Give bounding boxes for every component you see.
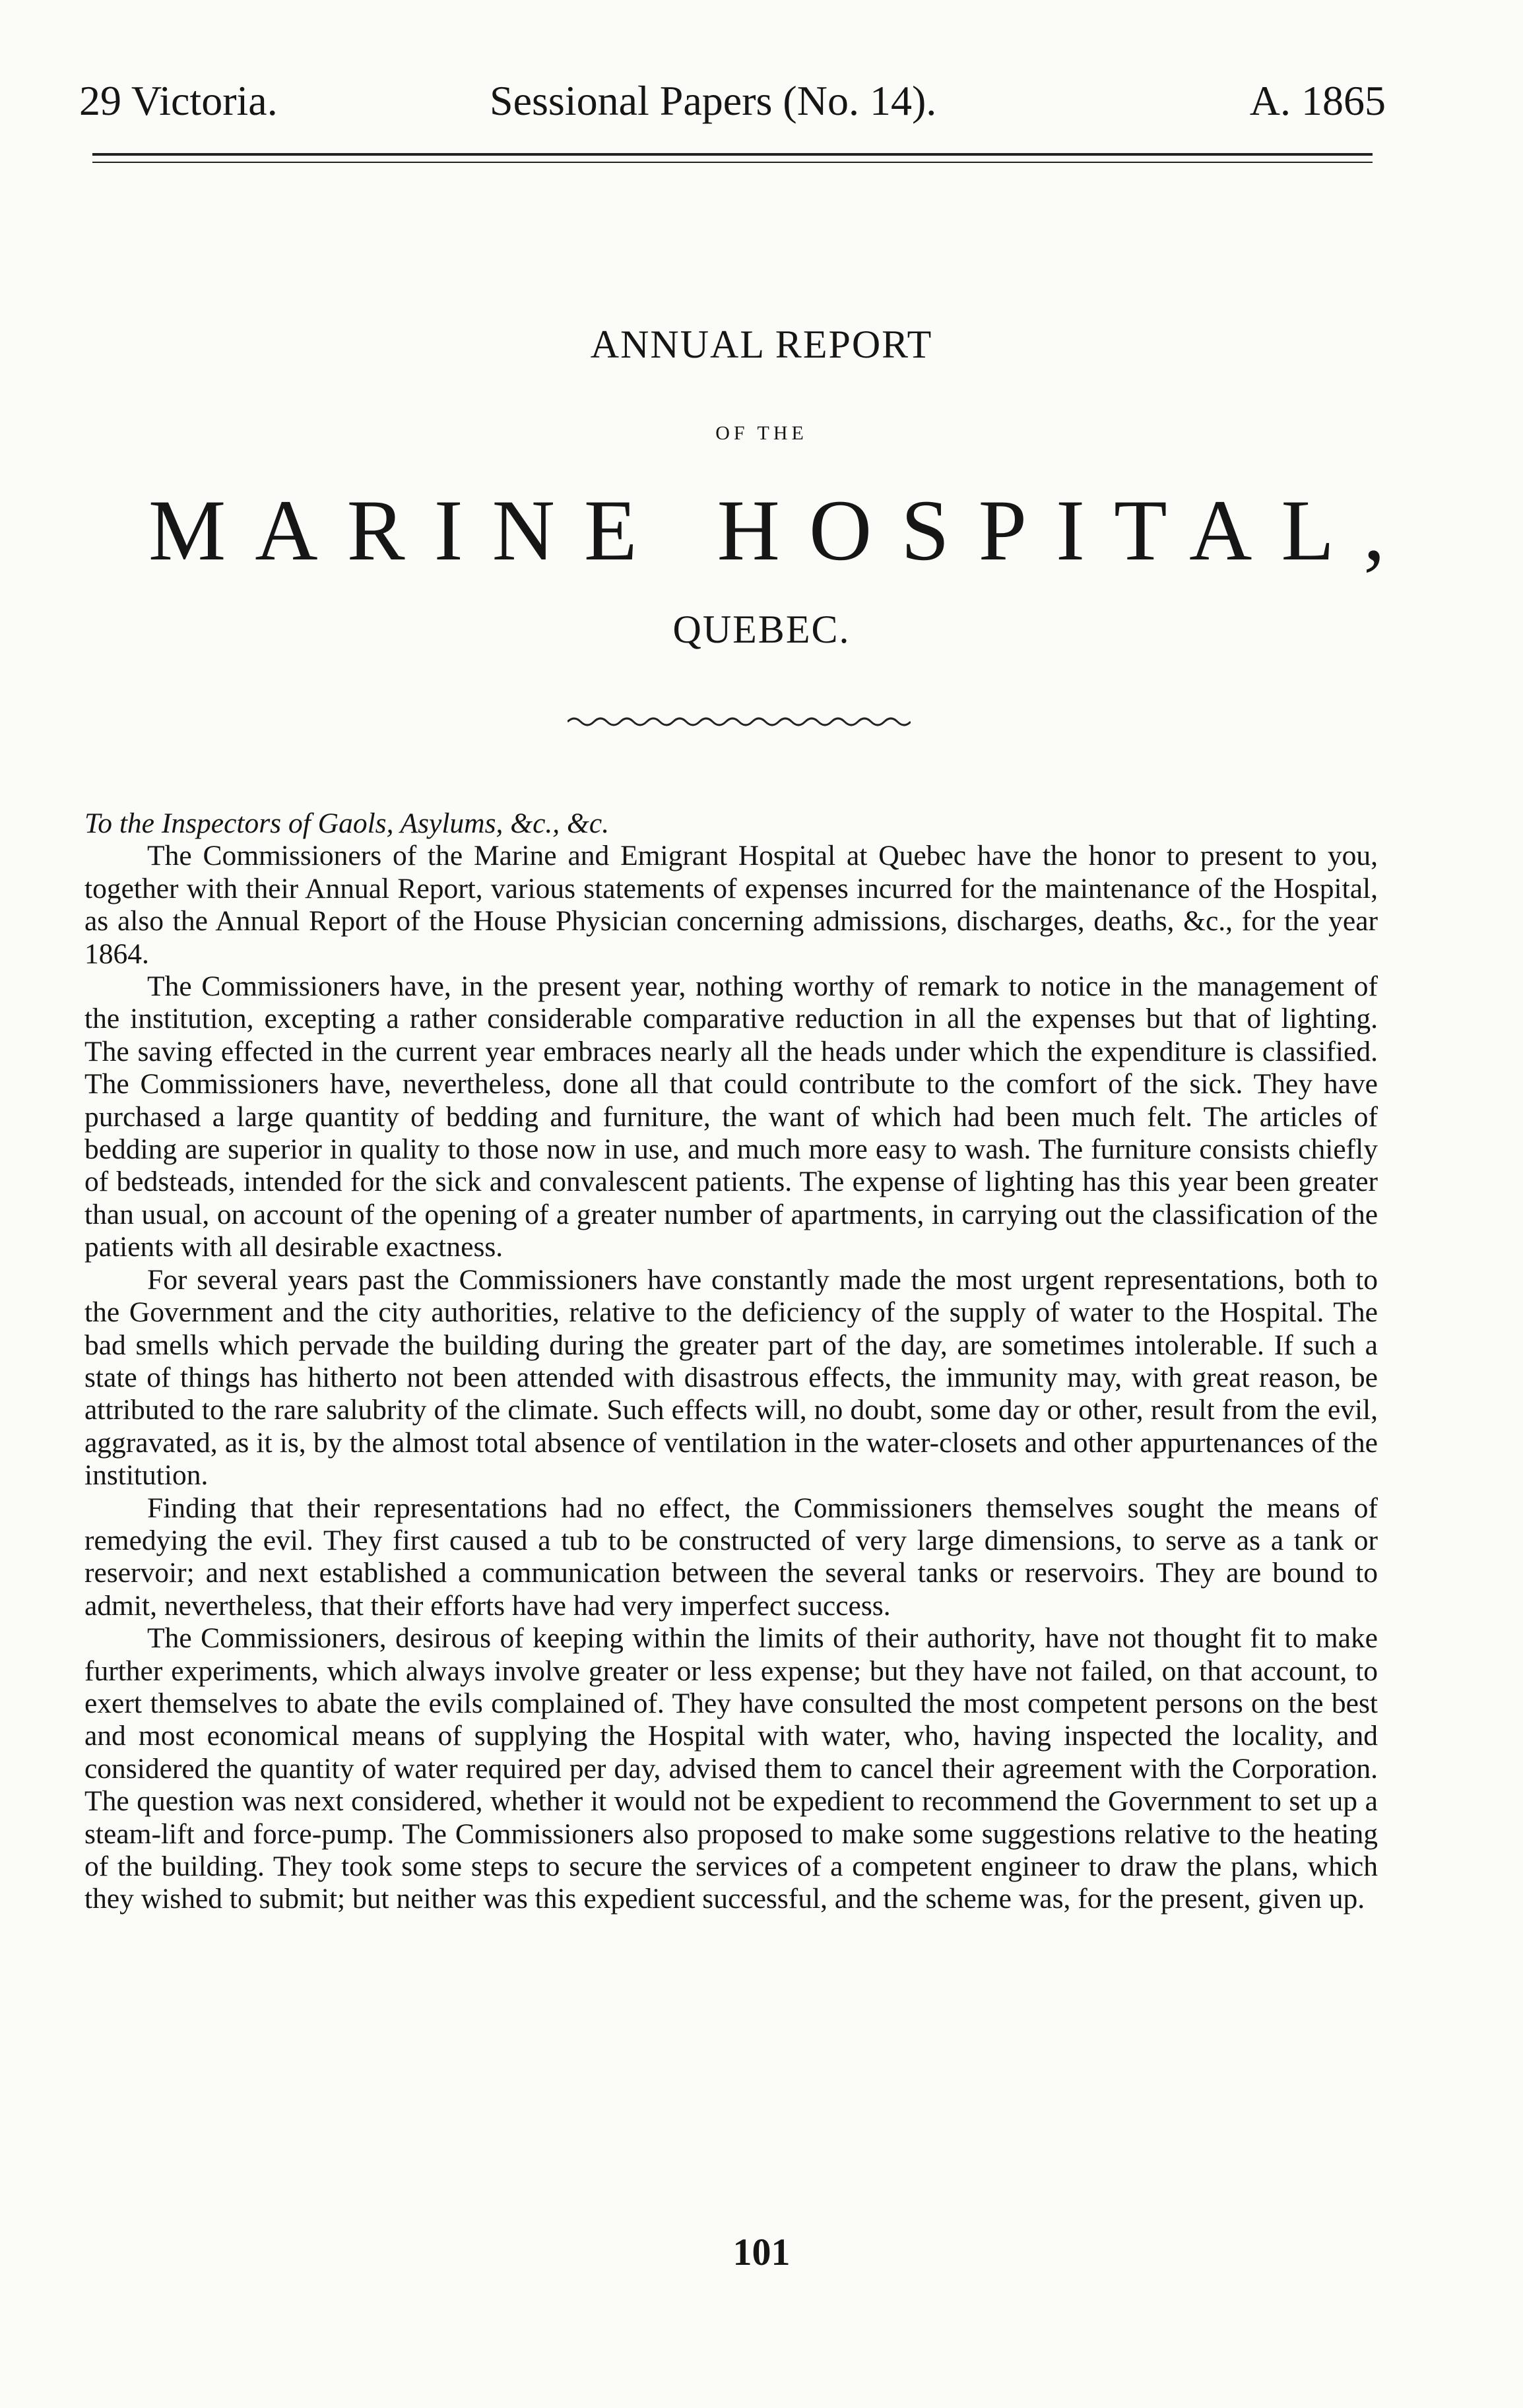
paragraph: The Commissioners, desirous of keeping within the limits of their authority, have not thought fit to make further experiments, which always involve greater or less expense; but they have not failed, on that account, to exert themselves to abate the evils complained of. They have consulted the most competent persons on the best and most economical means of supplying the Hospital with water, who, having inspected the locality, and considered the quantity of water required per day, advised them to cancel their agreement with the Corporation. The question was next considered, whether it would not be expedient to recommend the Government to set up a steam-lift and force-pump. The Commissioners also proposed to make some suggestions relative to the heating of the building. They took some steps to secure the services of a competent engineer to draw the plans, which they wished to submit; but neither was this expedient successful, and the scheme was, for the present, given up.: [84, 1622, 1378, 1915]
header-rule-thin: [92, 162, 1373, 163]
paragraph: The Commissioners of the Marine and Emigrant Hospital at Quebec have the honor to present to you, together with their Annual Report, various statements of expenses incurred for the maintenance of the Hospital, as also the Annual Report of the House Physician concerning admissions, discharges, deaths, &c., for the year 1864.: [84, 840, 1378, 970]
running-head: [79, 71, 1386, 131]
year-label: A. 1865: [1249, 77, 1386, 124]
city-title: QUEBEC.: [672, 608, 851, 651]
address-line: To the Inspectors of Gaols, Asylums, &c., &c.: [84, 808, 610, 839]
report-subtitle: OF THE: [715, 422, 808, 444]
header-rule: [92, 153, 1373, 156]
page-number: 101: [732, 2231, 791, 2273]
institution-title: MARINE HOSPITAL,: [148, 482, 1415, 579]
paragraph: For several years past the Commissioners have constantly made the most urgent representations, both to the Government and the city authorities, relative to the deficiency of the supply of water to the Hospital. The bad smells which pervade the building during the greater part of the day, are sometimes intolerable. If such a state of things has hitherto not been attended with disastrous effects, the immunity may, with great reason, be attributed to the rare salubrity of the climate. Such effects will, no doubt, some day or other, result from the evil, aggravated, as it is, by the almost total absence of ventilation in the water-closets and other appurtenances of the institution.: [84, 1263, 1378, 1492]
paragraph: The Commissioners have, in the present year, nothing worthy of remark to notice in the management of the institution, excepting a rather considerable comparative reduction in all the expenses but that of lighting. The saving effected in the current year embraces nearly all the heads under which the expenditure is classified. The Commissioners have, nevertheless, done all that could contribute to the comfort of the sick. They have purchased a large quantity of bedding and furniture, the want of which had been much felt. The articles of bedding are superior in quality to those now in use, and much more easy to wash. The furniture consists chiefly of bedsteads, intended for the sick and convalescent patients. The expense of lighting has this year been greater than usual, on account of the opening of a greater number of apartments, in carrying out the classification of the patients with all desirable exactness.: [84, 970, 1378, 1263]
session-label: 29 Victoria.: [79, 77, 278, 124]
wavy-ornament: [567, 714, 911, 730]
report-body: [84, 808, 1378, 1916]
sessional-papers-label: Sessional Papers (No. 14).: [490, 77, 937, 124]
report-title: ANNUAL REPORT: [590, 323, 933, 366]
paragraph: Finding that their representations had no effect, the Commissioners themselves sought the means of remedying the evil. They first caused a tub to be constructed of very large dimensions, to serve as a tank or reservoir; and next established a communication between the several tanks or reservoirs. They are bound to admit, nevertheless, that their efforts have had very imperfect success.: [84, 1492, 1378, 1622]
